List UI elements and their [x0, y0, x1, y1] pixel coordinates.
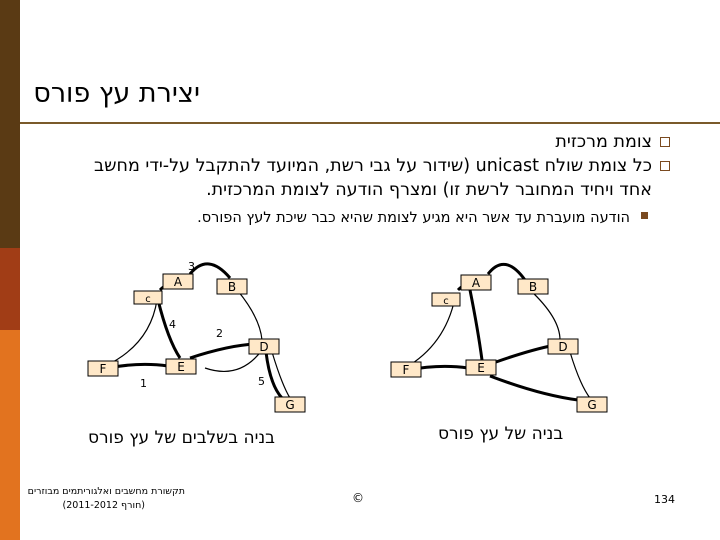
svg-text:D: D	[558, 340, 568, 354]
node-G	[275, 397, 305, 412]
svg-text:E: E	[177, 360, 185, 374]
step-label: 3	[188, 260, 195, 273]
edge-B-D	[238, 291, 262, 340]
left-diagram	[88, 260, 305, 412]
step-label: 1	[140, 377, 147, 390]
right-diagram	[391, 264, 607, 412]
node-D	[548, 339, 578, 354]
step-label: 5	[258, 375, 265, 388]
edge-D-G	[272, 352, 290, 398]
svg-text:D: D	[259, 340, 269, 354]
footer-course: תקשורת מחשבים ואלגוריתמים מבוזרים	[27, 486, 185, 497]
bullet-item: כל צומת שולח unicast (שידור על גבי רשת, המיועד להתקבל על-ידי מחשב אחד ויחיד המחובר לרשת זו) ומצרף הודעה לצומת המרכזית.	[70, 154, 670, 202]
node-D	[249, 339, 279, 354]
bullet-item: צומת מרכזית	[70, 130, 670, 154]
sub-bullet-item: הודעה מועברת עד אשר היא מגיע לצומת שהיא כבר שיכת לעץ הפורס.	[70, 206, 670, 230]
node-G	[577, 397, 607, 412]
node-B	[217, 279, 247, 294]
step-label: 4	[169, 318, 176, 331]
node-c	[432, 293, 460, 307]
svg-text:A: A	[471, 276, 481, 290]
footer-copyright: ©	[352, 491, 364, 505]
edge-c-F	[405, 298, 455, 368]
node-B	[518, 279, 548, 294]
caption-left: בניה בשלבים של עץ פורס	[88, 428, 275, 448]
node-F	[391, 362, 421, 377]
edge-E-D-tree	[190, 344, 256, 358]
svg-text:G: G	[587, 398, 597, 412]
node-c	[134, 291, 162, 305]
node-F	[88, 361, 118, 376]
slide-title: יצירת עץ פורס	[33, 78, 200, 109]
node-A	[461, 275, 491, 290]
node-E	[166, 359, 196, 374]
node-A	[163, 274, 193, 289]
edge-c-F	[105, 300, 157, 366]
node-E	[466, 360, 496, 375]
svg-text:A: A	[173, 275, 183, 289]
svg-text:F: F	[99, 362, 107, 376]
caption-right: בניה של עץ פורס	[438, 424, 564, 444]
svg-text:F: F	[402, 363, 410, 377]
edge-A-E	[470, 290, 482, 360]
edge-B-D	[530, 290, 560, 340]
edge-A-B	[190, 264, 230, 278]
edge-E-G	[490, 376, 578, 400]
svg-text:B: B	[528, 280, 538, 294]
edge-A-B	[488, 264, 525, 280]
step-label: 2	[216, 327, 223, 340]
page-number: 134	[654, 493, 675, 506]
svg-text:c: c	[443, 296, 449, 307]
svg-text:c: c	[145, 294, 151, 305]
svg-text:E: E	[477, 361, 485, 375]
footer-semester: (חורף 2011-2012)	[62, 500, 145, 511]
svg-text:B: B	[227, 280, 237, 294]
edge-E-D	[496, 345, 555, 362]
svg-text:G: G	[285, 398, 295, 412]
edge-D-G	[570, 352, 590, 398]
